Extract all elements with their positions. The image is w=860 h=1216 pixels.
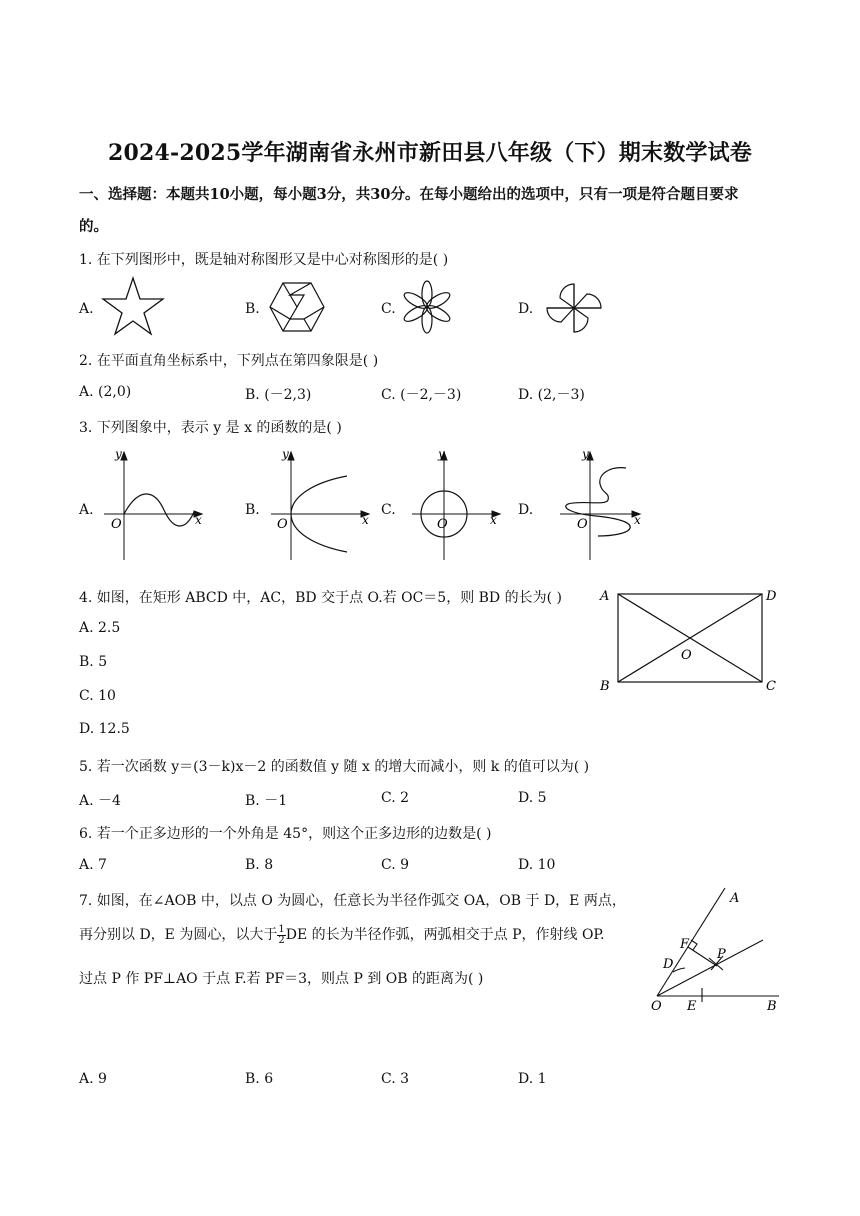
rect-label-d: D: [766, 589, 777, 604]
q5-option-a: A. －4: [79, 793, 121, 809]
q2-option-c: C. (－2,－3): [381, 387, 462, 403]
graph-c-origin-label: O: [437, 517, 448, 532]
q6-option-b: B. 8: [245, 857, 274, 873]
flower-figure: [398, 278, 456, 336]
graph-c-circle: [410, 447, 522, 562]
graph-b-x-label: x: [362, 513, 369, 527]
question-4-stem: 4. 如图，在矩形 ABCD 中，AC，BD 交于点 O.若 OC＝5，则 BD 的长为( ): [79, 590, 562, 606]
graph-b-origin-label: O: [277, 517, 288, 532]
q6-option-c: C. 9: [381, 857, 410, 873]
rect-label-o: O: [681, 648, 692, 663]
fraction-one-half: [277, 925, 285, 946]
q4-option-b: B. 5: [79, 654, 108, 670]
graph-b-parabola: [265, 447, 377, 562]
q7-line2-part-b: DE 的长为半径作弧，两弧相交于点 P，作射线 OP.: [285, 927, 605, 943]
recycle-hexagon-figure: [268, 281, 326, 335]
q1-option-a-label: A.: [79, 301, 94, 317]
fraction-denominator: 2: [278, 934, 285, 946]
q7-option-b: B. 6: [245, 1071, 274, 1087]
star-figure: [101, 276, 165, 336]
angle-label-b: B: [767, 999, 777, 1014]
q7-option-c: C. 3: [381, 1071, 410, 1087]
graph-c-x-label: x: [490, 513, 497, 527]
q5-option-d: D. 5: [518, 790, 547, 806]
q2-option-a: A. (2,0): [79, 384, 132, 400]
q3-option-d-label: D.: [518, 502, 534, 518]
q7-option-d: D. 1: [518, 1071, 547, 1087]
q4-option-d: D. 12.5: [79, 721, 130, 737]
q5-option-c: C. 2: [381, 790, 410, 806]
question-7-stem-line2: [79, 924, 604, 946]
angle-label-a: A: [730, 891, 740, 906]
pinwheel-figure: [543, 280, 605, 336]
angle-label-f: F: [680, 937, 690, 952]
angle-label-o: O: [651, 999, 662, 1014]
graph-a-y-label: y: [115, 447, 122, 461]
question-6-stem: 6. 若一个正多边形的一个外角是 45°，则这个正多边形的边数是( ): [79, 826, 492, 842]
fraction-numerator: 1: [278, 923, 285, 935]
question-5-stem: 5. 若一次函数 y＝(3－k)x－2 的函数值 y 随 x 的增大而减小，则 k 的值可以为( ): [79, 759, 590, 775]
section-heading-line2: 的。: [79, 218, 108, 235]
q3-option-c-label: C.: [381, 502, 396, 518]
q1-option-d-label: D.: [518, 301, 534, 317]
question-7-stem-line3: 过点 P 作 PF⊥AO 于点 F.若 PF＝3，则点 P 到 OB 的距离为( ): [79, 971, 484, 987]
q7-option-a: A. 9: [79, 1071, 107, 1087]
rect-label-c: C: [766, 679, 776, 694]
q1-option-b-label: B.: [245, 301, 260, 317]
graph-d-x-label: x: [634, 513, 641, 527]
page-title: 2024-2025学年湖南省永州市新田县八年级（下）期末数学试卷: [108, 140, 752, 166]
question-3-stem: 3. 下列图象中，表示 y 是 x 的函数的是( ): [79, 420, 342, 436]
q3-option-b-label: B.: [245, 502, 260, 518]
graph-b-y-label: y: [282, 447, 289, 461]
graph-a-x-label: x: [195, 513, 202, 527]
rect-label-a: A: [600, 589, 610, 604]
graph-a-sine: [98, 447, 210, 562]
angle-label-d: D: [663, 957, 674, 972]
q2-option-d: D. (2,－3): [518, 387, 585, 403]
graph-a-origin-label: O: [111, 517, 122, 532]
q3-option-a-label: A.: [79, 502, 94, 518]
q4-option-c: C. 10: [79, 688, 116, 704]
graph-d-spiral: [540, 447, 652, 562]
rect-label-b: B: [600, 679, 610, 694]
q1-option-c-label: C.: [381, 301, 396, 317]
graph-d-y-label: y: [582, 447, 589, 461]
q4-option-a: A. 2.5: [79, 620, 121, 636]
graph-d-origin-label: O: [577, 517, 588, 532]
q7-line2-part-a: 再分别以 D，E 为圆心，以大于: [79, 927, 278, 943]
q6-option-a: A. 7: [79, 857, 107, 873]
angle-label-p: P: [717, 947, 726, 962]
question-1-stem: 1. 在下列图形中，既是轴对称图形又是中心对称图形的是( ): [79, 252, 449, 268]
section-heading-line1: 一、选择题：本题共10小题，每小题3分，共30分。在每小题给出的选项中，只有一项是符合题目要求: [79, 186, 739, 203]
question-7-stem-line1: 7. 如图，在∠AOB 中，以点 O 为圆心，任意长为半径作弧交 OA，OB 于 D，E 两点，: [79, 893, 626, 909]
q6-option-d: D. 10: [518, 857, 556, 873]
q2-option-b: B. (－2,3): [245, 387, 312, 403]
angle-label-e: E: [687, 999, 697, 1014]
angle-bisector-figure: [645, 884, 785, 1014]
graph-c-y-label: y: [438, 447, 445, 461]
rectangle-abcd-figure: [598, 584, 784, 694]
question-2-stem: 2. 在平面直角坐标系中，下列点在第四象限是( ): [79, 353, 379, 369]
q5-option-b: B. －1: [245, 793, 288, 809]
